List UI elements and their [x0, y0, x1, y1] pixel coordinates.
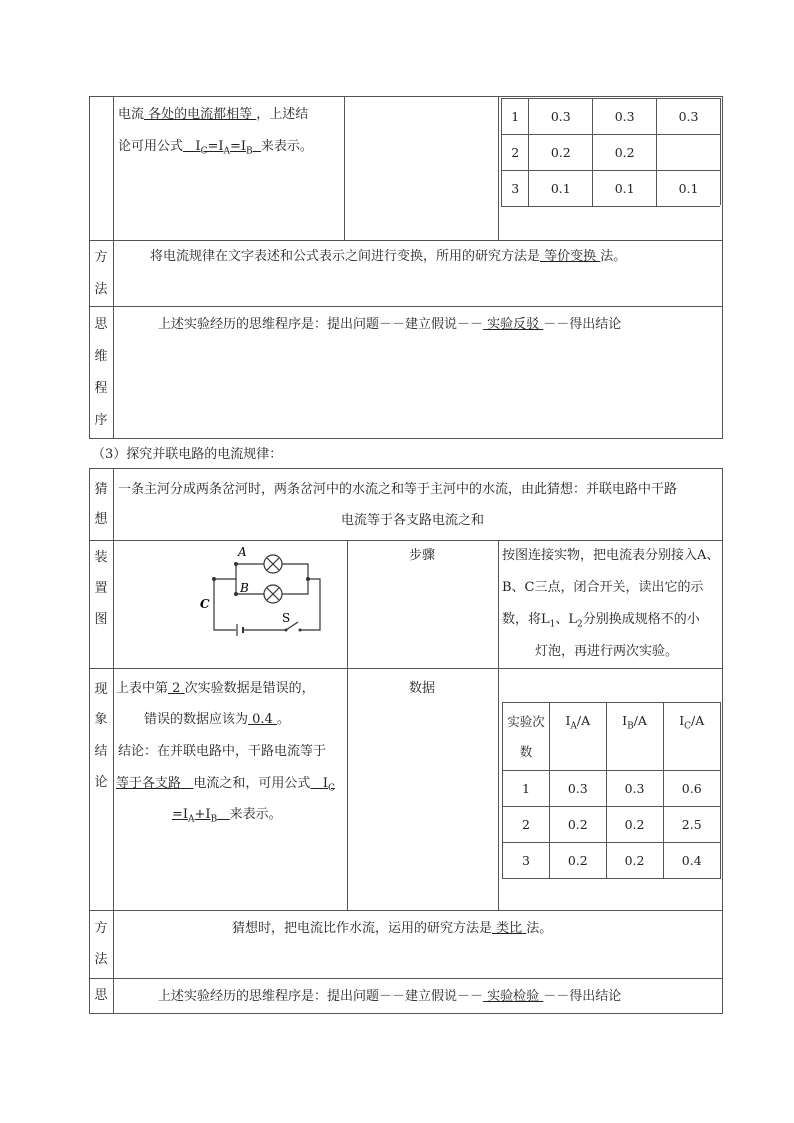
circuit-label-s: S	[282, 611, 291, 625]
section3-title: （3）探究并联电路的电流规律：	[92, 447, 283, 462]
header-trial: 实验次 数	[503, 703, 550, 771]
circuit-diagram	[196, 542, 326, 638]
method1-label-1: 方	[94, 250, 108, 265]
guess-label-2: 想	[94, 512, 108, 527]
device-label-1: 装	[94, 550, 108, 565]
header-ib: $I_B/A$	[606, 703, 663, 771]
method2-label-2: 法	[94, 952, 108, 967]
thinking1-label-3: 程	[94, 381, 108, 396]
phen-label-4: 论	[94, 775, 108, 790]
thinking1-text: 上述实验经历的思维程序是：提出问题－－建立假说－－ 实验反驳 －－得出结论	[158, 317, 622, 332]
guess-line2: 电流等于各支路电流之和	[341, 513, 485, 528]
parallel-data-table: 实验次 数 $I_A/A$ $I_B/A$ $I_C/A$ 1 0.3 0.3 0.6 2 0.2 0.2 2.5 3 0.2 0.2 0.4	[502, 702, 721, 879]
thinking1-label-1: 思	[94, 317, 108, 332]
steps-line2: B、C三点，闭合开关，读出它的示	[502, 580, 704, 595]
method1-label-2: 法	[94, 282, 108, 297]
phen-label-3: 结	[94, 744, 108, 759]
thinking2-label-1: 思	[94, 988, 108, 1003]
top-data-table: 1 0.3 0.3 0.3 2 0.2 0.2 3 0.1 0.1 0.1	[501, 98, 721, 207]
steps-line3: 数，将$L_1$、$L_2$分别换成规格不的小	[502, 612, 700, 630]
guess-label-1: 猜	[94, 482, 108, 497]
header-ia: $I_A/A$	[550, 703, 607, 771]
device-label-2: 置	[94, 581, 108, 596]
phen-line4: 等于各支路 电流之和，可用公式 $I_C$	[116, 776, 335, 794]
phen-line1: 上表中第 2 次实验数据是错误的，	[116, 681, 315, 696]
method2-text: 猜想时，把电流比作水流，运用的研究方法是 类比 法。	[232, 921, 553, 936]
circuit-label-b: B	[240, 581, 249, 595]
steps-line4: 灯泡，再进行两次实验。	[535, 644, 679, 659]
device-label-3: 图	[94, 612, 108, 627]
thinking2-text: 上述实验经历的思维程序是：提出问题－－建立假说－－ 实验检验 －－得出结论	[158, 989, 622, 1004]
circuit-label-c: C	[200, 597, 210, 611]
phen-label-1: 现	[94, 682, 108, 697]
top-conclusion-line2: 论可用公式 $I_C=I_A=I_B$ 来表示。	[118, 139, 313, 157]
thinking1-label-2: 维	[94, 349, 108, 364]
phen-line5: $=I_A+I_B$ 来表示。	[172, 807, 282, 825]
steps-line1: 按图连接实物，把电流表分别接入A、	[502, 548, 720, 563]
method1-text: 将电流规律在文字表述和公式表示之间进行变换，所用的研究方法是 等价变换 法。	[150, 249, 627, 264]
header-ic: $I_C/A$	[663, 703, 721, 771]
guess-line1: 一条主河分成两条岔河时，两条岔河中的水流之和等于主河中的水流，由此猜想：并联电路中干路	[118, 482, 678, 497]
phen-label-2: 象	[94, 712, 108, 727]
phen-line2: 错误的数据应该为 0.4 。	[144, 712, 290, 727]
method2-label-1: 方	[94, 921, 108, 936]
circuit-label-a: A	[238, 545, 247, 559]
thinking1-label-4: 序	[94, 413, 108, 428]
steps-label: 步骤	[409, 548, 436, 563]
top-conclusion-line1: 电流 各处的电流都相等 ，上述结	[118, 107, 309, 122]
phen-line3: 结论：在并联电路中，干路电流等于	[118, 744, 327, 759]
data-label: 数据	[409, 681, 436, 696]
